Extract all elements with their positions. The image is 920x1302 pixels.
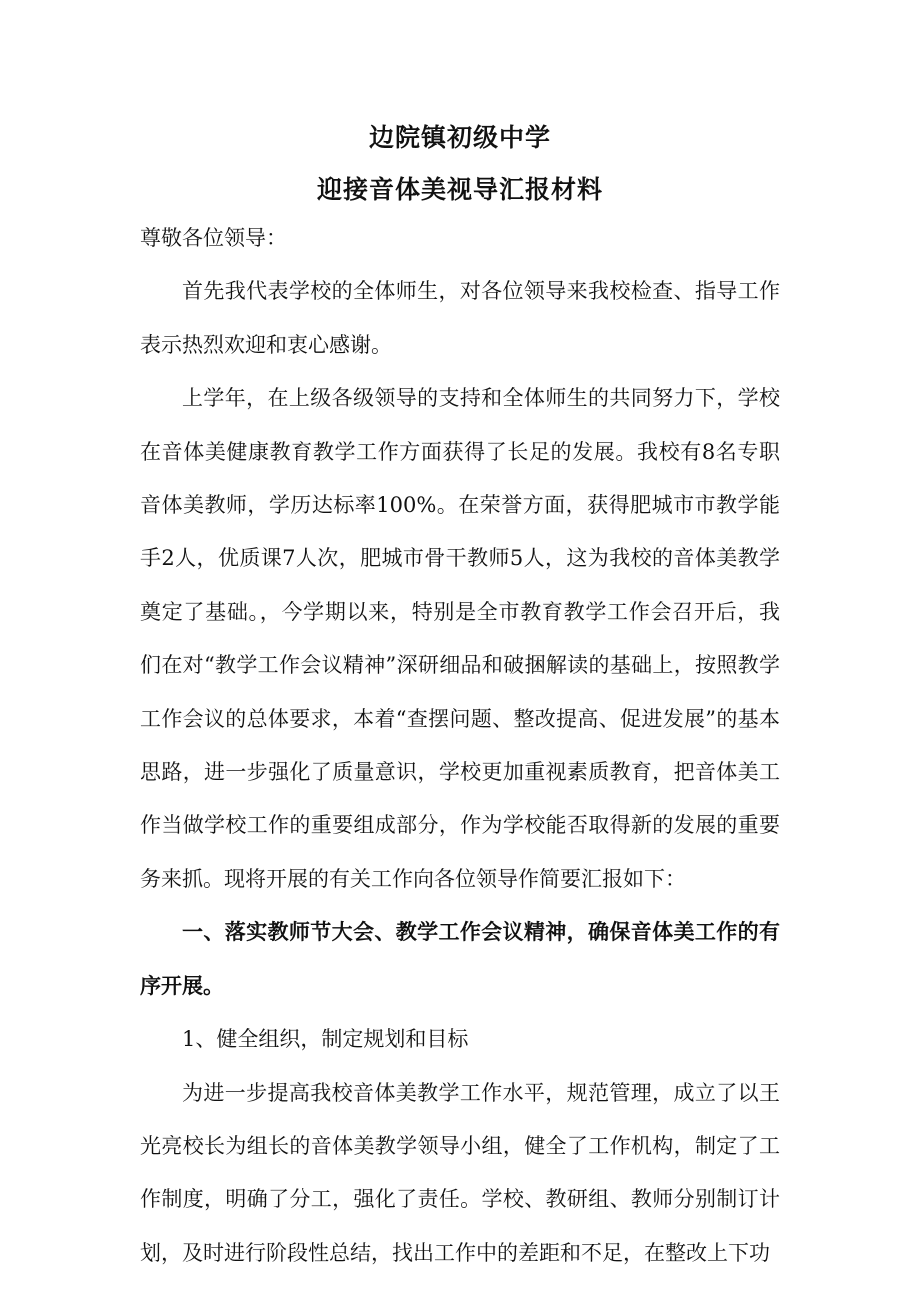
paragraph-overview: 上学年，在上级各级领导的支持和全体师生的共同努力下，学校在音体美健康教育教学工作方面获得了长足的发展。我校有8名专职音体美教师，学历达标率100%。在荣誉方面，获得肥城市市教学能手2人，优质课7人次，肥城市骨干教师5人，这为我校的音体美教学奠定了基础。，今学期以来，特别是全市教育教学工作会召开后，我们在对“教学工作会议精神”深研细品和破捆解读的基础上，按照教学工作会议的总体要求，本着“查摆问题、整改提高、促进发展”的基本思路，进一步强化了质量意识，学校更加重视素质教育，把音体美工作当做学校工作的重要组成部分，作为学校能否取得新的发展的重要务来抓。现将开展的有关工作向各位领导作简要汇报如下： bbox=[140, 386, 780, 891]
document-body bbox=[140, 212, 780, 1280]
paragraph-welcome: 首先我代表学校的全体师生，对各位领导来我校检查、指导工作表示热烈欢迎和衷心感谢。 bbox=[140, 279, 780, 357]
salutation: 尊敬各位领导： bbox=[140, 226, 287, 250]
subsection-heading: 1、健全组织，制定规划和目标 bbox=[182, 1027, 469, 1052]
school-name-title: 边院镇初级中学 bbox=[368, 123, 551, 152]
section-heading: 一、落实教师节大会、教学工作会议精神，确保音体美工作的有序开展。 bbox=[140, 920, 780, 998]
report-title: 迎接音体美视导汇报材料 bbox=[316, 175, 603, 204]
paragraph-organization: 为进一步提高我校音体美教学工作水平，规范管理，成立了以王光亮校长为组长的音体美教学领导小组，健全了工作机构，制定了工作制度，明确了分工，强化了责任。学校、教研组、教师分别制订计划，及时进行阶段性总结，找出工作中的差距和不足，在整改上下功 bbox=[140, 1080, 780, 1265]
